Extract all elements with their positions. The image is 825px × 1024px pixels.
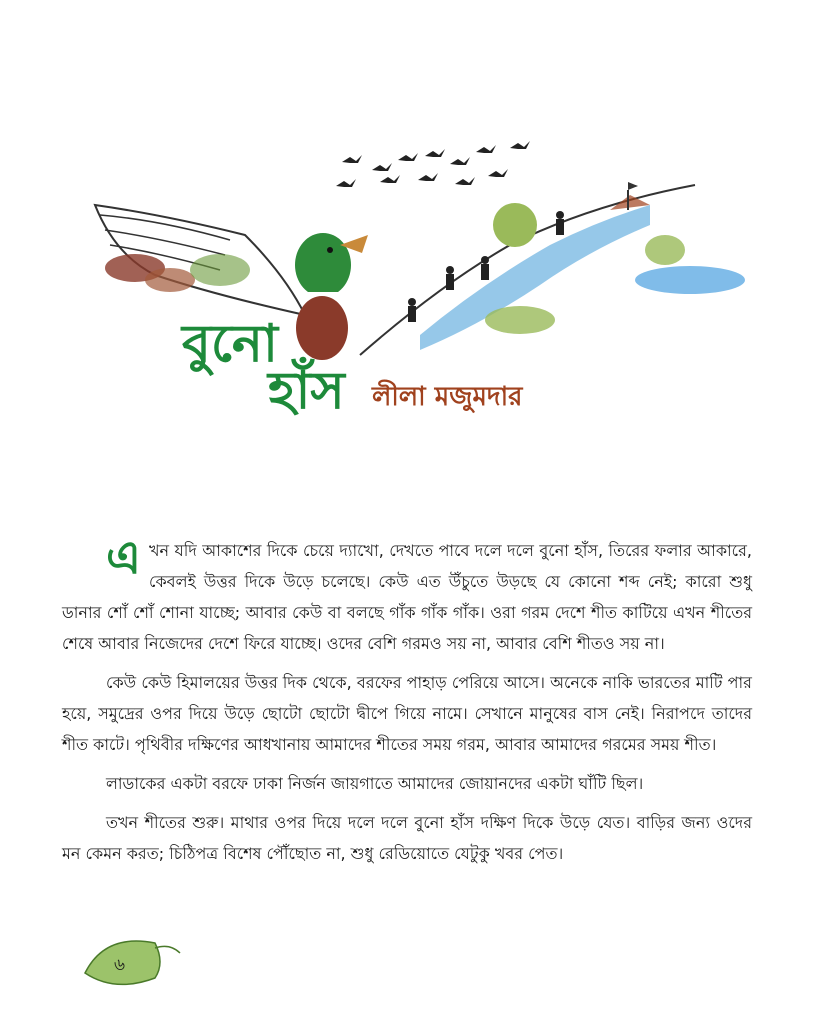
story-title-line1: বুনো <box>182 314 278 374</box>
wing-drawing <box>95 205 305 315</box>
paragraph-2: কেউ কেউ হিমালয়ের উত্তর দিক থেকে, বরফের পাহাড় পেরিয়ে আসে। অনেকে নাকি ভারতের মাটি পার হয়ে, সমুদ্রের ওপর দিয়ে উড়ে ছোটো ছোটো দ্বীপে গিয়ে নামে। সেখানে মানুষের বাস নেই। নিরাপদে তাদের শীত কাটে। পৃথিবীর দক্ষিণের আধখানায় আমাদের শীতের সময় গরম, আবার আমাদের গরমের সময় শীত। <box>62 673 752 754</box>
paragraph-1-text: খন যদি আকাশের দিকে চেয়ে দ্যাখো, দেখতে পাবে দলে দলে বুনো হাঁস, তিরের ফলার আকারে, কেবলই উত্তর দিকে উড়ে চলেছে। কেউ এত উঁচুতে উড়ছে যে কোনো শব্দ নেই; কারো শুধু ডানার শোঁ শোঁ শোনা যাচ্ছে; আবার কেউ বা বলছে গাঁক গাঁক গাঁক। ওরা গরম দেশে শীত কাটিয়ে এখন শীতের শেষে আবার নিজেদের দেশে ফিরে যাচ্ছে। ওদের বেশি গরমও সয় না, আবার বেশি শীতও সয় না। <box>62 541 752 653</box>
leaf-icon <box>80 928 190 998</box>
story-body <box>62 530 752 877</box>
paragraph-1 <box>62 530 752 659</box>
page-number: ৬ <box>114 955 126 975</box>
paragraph-4: তখন শীতের শুরু। মাথার ওপর দিয়ে দলে দলে বুনো হাঁস দক্ষিণ দিকে উড়ে যেত। বাড়ির জন্য ওদের মন কেমন করত; চিঠিপত্র বিশেষ পৌঁছোত না, শুধু রেডিয়োতে যেটুকু খবর পেত। <box>62 813 752 863</box>
mountain-scene <box>360 182 745 355</box>
drop-cap: এ <box>106 530 141 584</box>
paragraph-3: লাডাকের একটা বরফে ঢাকা নির্জন জায়গাতে আমাদের জোয়ানদের একটা ঘাঁটি ছিল। <box>106 774 644 793</box>
flock-of-birds <box>336 141 530 187</box>
story-title-line2: হাঁস <box>268 361 345 421</box>
duck-drawing <box>295 233 368 360</box>
author-name: লীলা মজুমদার <box>372 382 523 412</box>
